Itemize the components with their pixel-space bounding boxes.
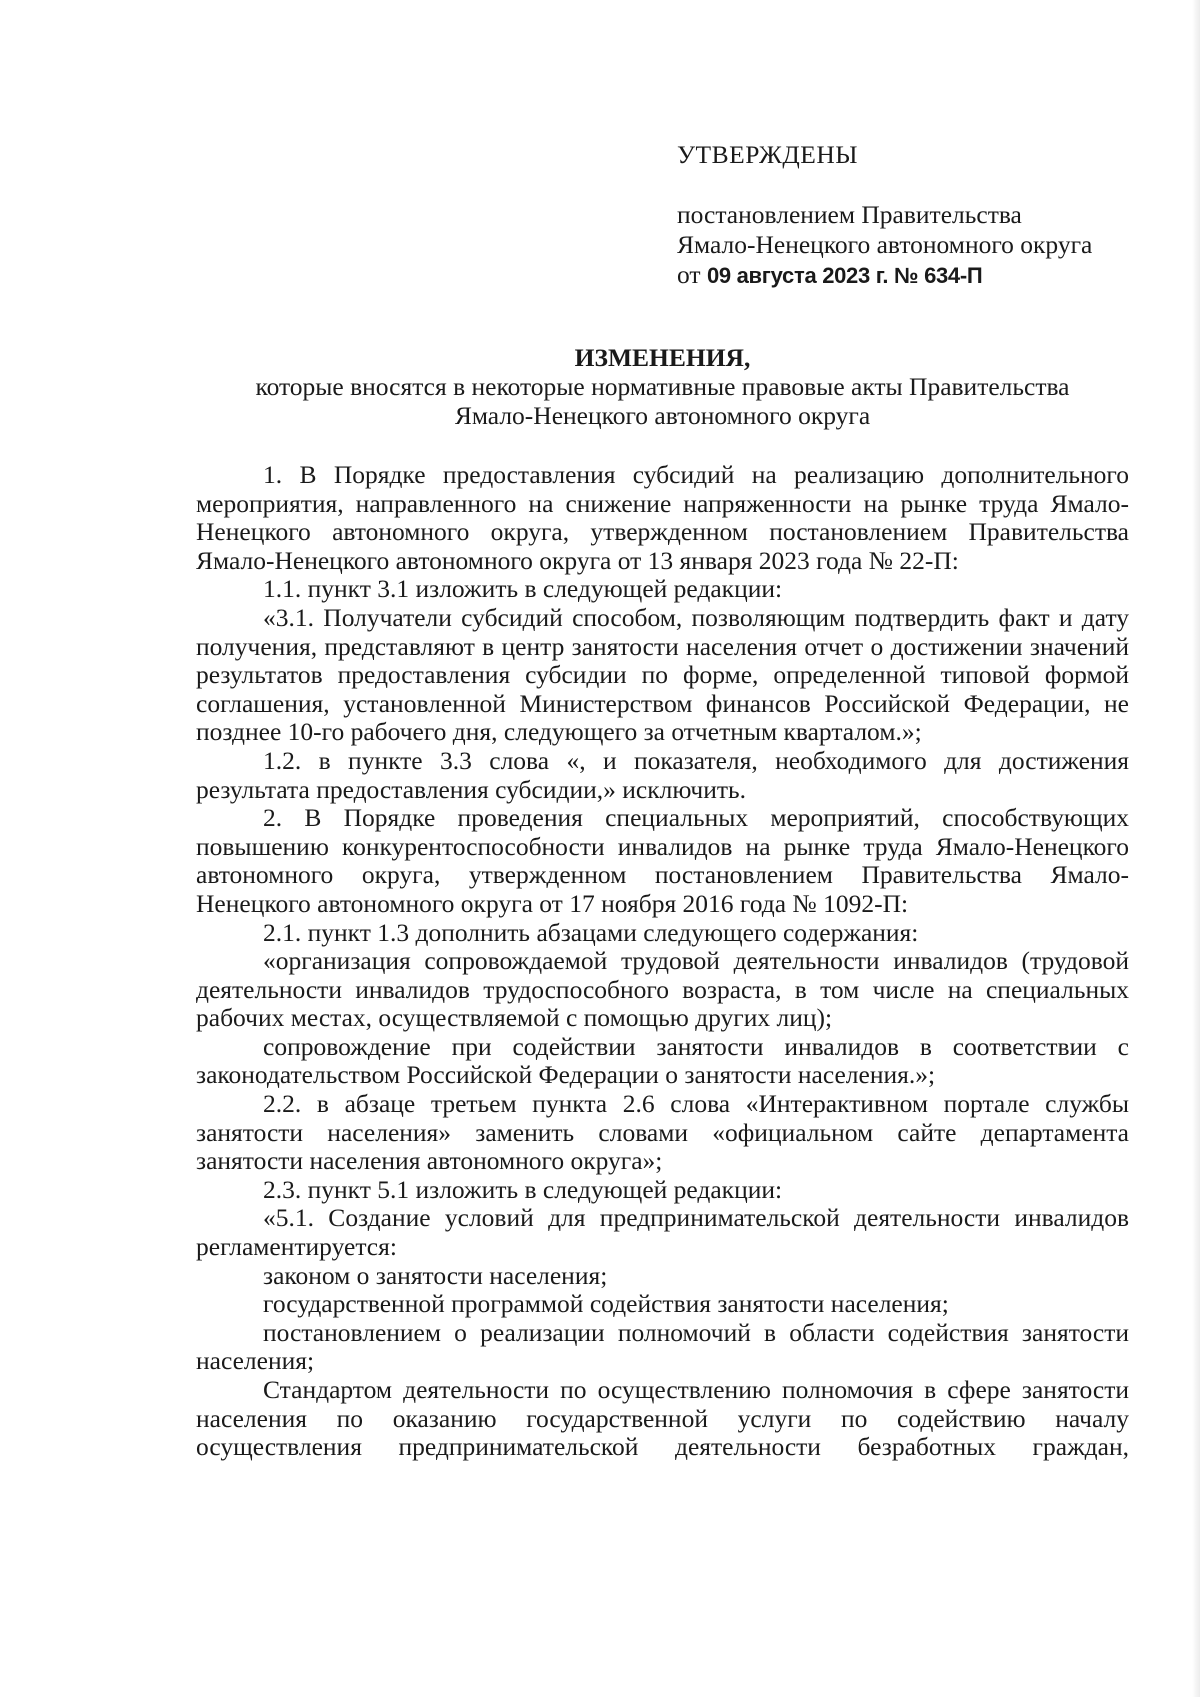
paragraph: постановлением о реализации полномочий в области содействия занятости населения;	[196, 1317, 1129, 1376]
paragraph: «3.1. Получатели субсидий способом, позволяющим подтвердить факт и дату получения, представляют в центр занятости населения отчет о достижении значений результатов предоставления субсидии по форме, определенной типовой формой соглашения, установленной Министерством финансов Российской Федерации, не позднее 10-го рабочего дня, следующего за отчетным кварталом.»;	[196, 602, 1129, 747]
paragraph: 2.3. пункт 5.1 изложить в следующей редакции:	[263, 1174, 783, 1204]
document-title-block	[196, 343, 1129, 430]
approval-line-1: постановлением Правительства	[677, 200, 1022, 229]
approval-stamp	[677, 140, 1157, 291]
document-body	[196, 461, 1129, 1462]
approved-label: УТВЕРЖДЕНЫ	[677, 140, 858, 169]
paragraph: «5.1. Создание условий для предпринимательской деятельности инвалидов регламентируется:	[196, 1203, 1129, 1262]
approval-reference-line	[677, 260, 1157, 291]
decree-reference: 09 августа 2023 г. № 634-П	[706, 263, 983, 288]
page-edge-shadow	[1192, 0, 1200, 1697]
document-title: ИЗМЕНЕНИЯ,	[574, 343, 751, 372]
paragraph: 2. В Порядке проведения специальных мероприятий, способствующих повышению конкурентоспособности инвалидов на рынке труда Ямало-Ненецкого автономного округа, утвержденном постановлением Правительства Ямало-Ненецкого автономного округа от 17 ноября 2016 года № 1092-П:	[196, 803, 1129, 918]
paragraph: «организация сопровождаемой трудовой деятельности инвалидов (трудовой деятельности инвалидов трудоспособного возраста, в том числе на специальных рабочих местах, осуществляемой с помощью других лиц);	[196, 946, 1129, 1033]
paragraph: 1.2. в пункте 3.3 слова «, и показателя, необходимого для достижения результата предоставления субсидии,» исключить.	[196, 745, 1129, 804]
document-subtitle-line-2: Ямало-Ненецкого автономного округа	[454, 401, 871, 430]
approval-prefix: от	[677, 260, 701, 289]
paragraph: государственной программой содействия занятости населения;	[263, 1289, 949, 1319]
approval-line-2: Ямало-Ненецкого автономного округа	[677, 230, 1093, 259]
paragraph: сопровождение при содействии занятости инвалидов в соответствии с законодательством Российской Федерации о занятости населения.»;	[196, 1031, 1129, 1090]
paragraph: законом о занятости населения;	[263, 1260, 608, 1290]
paragraph: 2.1. пункт 1.3 дополнить абзацами следующего содержания:	[263, 917, 919, 947]
paragraph: Стандартом деятельности по осуществлению полномочия в сфере занятости населения по оказанию государственной услуги по содействию началу осуществления предпринимательской деятельности безработных граждан,	[196, 1375, 1129, 1462]
paragraph: 1. В Порядке предоставления субсидий на реализацию дополнительного мероприятия, направленного на снижение напряженности на рынке труда Ямало-Ненецкого автономного округа, утвержденном постановлением Правительства Ямало-Ненецкого автономного округа от 13 января 2023 года № 22-П:	[196, 460, 1129, 575]
paragraph: 2.2. в абзаце третьем пункта 2.6 слова «Интерактивном портале службы занятости населения» заменить словами «официальном сайте департамента занятости населения автономного округа»;	[196, 1089, 1129, 1176]
document-subtitle-line-1: которые вносятся в некоторые нормативные правовые акты Правительства	[255, 372, 1070, 401]
paragraph: 1.1. пункт 3.1 изложить в следующей редакции:	[263, 574, 783, 604]
